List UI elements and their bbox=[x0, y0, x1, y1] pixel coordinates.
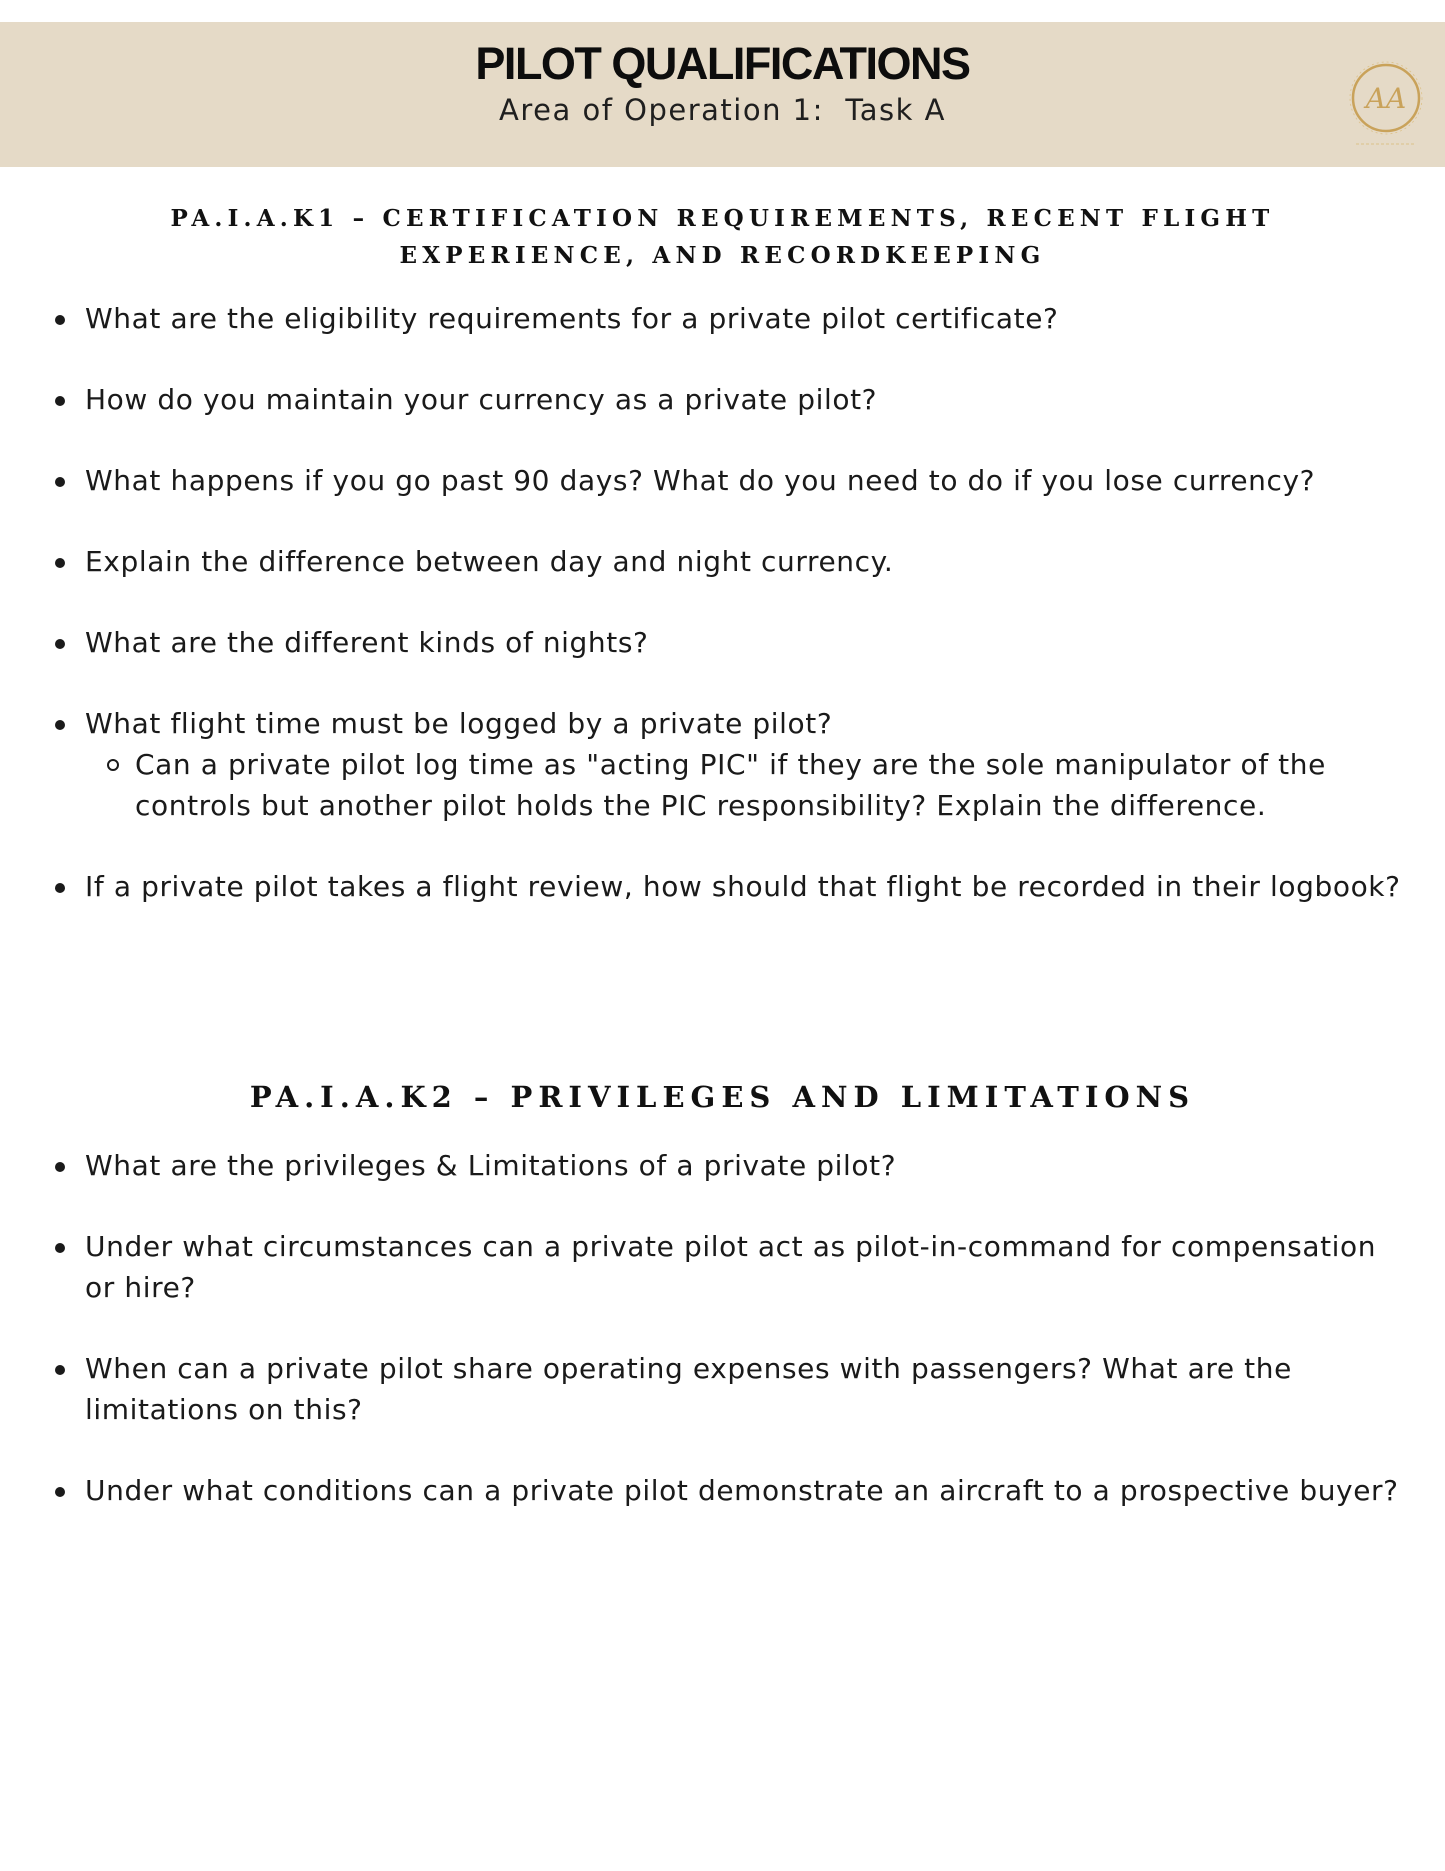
question-text: What are the different kinds of nights? bbox=[85, 626, 649, 659]
bullet-icon bbox=[55, 477, 65, 487]
question-text: What flight time must be logged by a private pilot? bbox=[85, 707, 833, 740]
question-text: Under what circumstances can a private pilot act as pilot-in-command for compensation or hire? bbox=[85, 1230, 1377, 1304]
bullet-icon bbox=[55, 396, 65, 406]
bullet-icon bbox=[55, 558, 65, 568]
list-item bbox=[85, 298, 1415, 339]
list-item bbox=[85, 1348, 1415, 1430]
list-item bbox=[85, 541, 1415, 582]
hollow-bullet-icon bbox=[107, 759, 119, 771]
question-text: How do you maintain your currency as a private pilot? bbox=[85, 383, 878, 416]
bullet-icon bbox=[55, 1365, 65, 1375]
page-subtitle: Area of Operation 1: Task A bbox=[499, 93, 946, 127]
page-title: PILOT QUALIFICATIONS bbox=[475, 38, 970, 89]
monogram-logo-icon bbox=[1336, 52, 1436, 152]
question-text: Under what conditions can a private pilot demonstrate an aircraft to a prospective buyer? bbox=[85, 1474, 1399, 1507]
list-item bbox=[85, 622, 1415, 663]
list-item bbox=[85, 379, 1415, 420]
question-text: What are the privileges & Limitations of a private pilot? bbox=[85, 1149, 897, 1182]
list-item bbox=[85, 703, 1415, 826]
question-list-k1 bbox=[85, 298, 1415, 947]
question-list-k2 bbox=[85, 1145, 1415, 1551]
bullet-icon bbox=[55, 720, 65, 730]
bullet-icon bbox=[55, 639, 65, 649]
section-heading-k2: PA.I.A.K2 – PRIVILEGES AND LIMITATIONS bbox=[249, 1080, 1196, 1114]
list-item bbox=[85, 1145, 1415, 1186]
question-text: When can a private pilot share operating expenses with passengers? What are the limitations on this? bbox=[85, 1352, 1292, 1426]
question-text: What are the eligibility requirements for a private pilot certificate? bbox=[85, 302, 1059, 335]
bullet-icon bbox=[55, 1162, 65, 1172]
question-text: Explain the difference between day and night currency. bbox=[85, 545, 894, 578]
bullet-icon bbox=[55, 1243, 65, 1253]
list-item bbox=[85, 866, 1415, 907]
svg-text:AA: AA bbox=[1365, 82, 1407, 115]
bullet-icon bbox=[55, 315, 65, 325]
subquestion-text: Can a private pilot log time as "acting PIC" if they are the sole manipulator of the controls but another pilot holds the PIC responsibility? Explain the difference. bbox=[135, 748, 1326, 822]
bullet-icon bbox=[55, 1487, 65, 1497]
bullet-icon bbox=[55, 883, 65, 893]
question-text: If a private pilot takes a flight review, how should that flight be recorded in their logbook? bbox=[85, 870, 1401, 903]
section-heading-k1: PA.I.A.K1 – CERTIFICATION REQUIREMENTS, RECENT FLIGHT EXPERIENCE, AND RECORDKEEPING bbox=[170, 205, 1275, 269]
list-item bbox=[85, 1470, 1415, 1511]
question-text: What happens if you go past 90 days? What do you need to do if you lose currency? bbox=[85, 464, 1316, 497]
list-item bbox=[85, 1226, 1415, 1308]
list-item bbox=[85, 460, 1415, 501]
sub-list-item bbox=[135, 744, 1415, 826]
